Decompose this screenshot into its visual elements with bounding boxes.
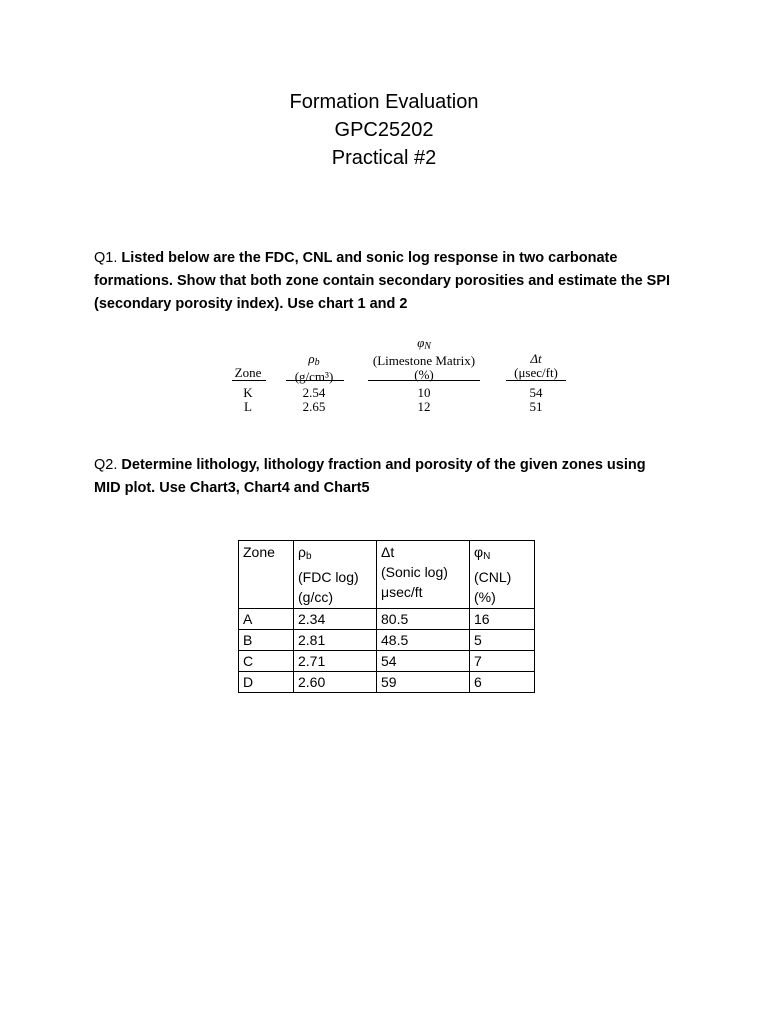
q1-rule-transit bbox=[506, 380, 566, 381]
q1-cell-dt-k: 54 bbox=[529, 385, 543, 400]
question-2-text: Determine lithology, lithology fraction and porosity of the given zones using MID plot. Use Chart3, Chart4 and Chart5 bbox=[94, 457, 646, 496]
q1-cell-zone-l: L bbox=[244, 399, 252, 414]
q1-cell-rho-k: 2.54 bbox=[302, 385, 326, 400]
practical-number: Practical #2 bbox=[331, 147, 437, 169]
table-row bbox=[239, 609, 535, 630]
q2-cell-phi: 6 bbox=[470, 672, 535, 693]
question-2-label: Q2. bbox=[94, 457, 118, 473]
q2-header-neutron-porosity: $\varphi_N$ (CNL) (%) bbox=[470, 541, 535, 609]
q2-cell-zone: A bbox=[239, 609, 294, 630]
q1-cell-zone-k: K bbox=[243, 385, 253, 400]
q1-cell-phi-k: 10 bbox=[417, 385, 431, 400]
q1-header-zone: Zone bbox=[234, 365, 262, 380]
q2-cell-zone: C bbox=[239, 651, 294, 672]
q2-header-row bbox=[239, 541, 535, 609]
course-title: Formation Evaluation bbox=[289, 91, 479, 113]
q1-rule-porosity bbox=[368, 380, 480, 381]
document-title bbox=[0, 88, 768, 172]
q2-cell-dt: 48.5 bbox=[377, 630, 470, 651]
q1-rule-zone bbox=[232, 380, 266, 381]
q2-cell-rho: 2.60 bbox=[294, 672, 377, 693]
table-row bbox=[239, 651, 535, 672]
q2-zone-data-table bbox=[238, 540, 535, 693]
question-1 bbox=[94, 247, 674, 316]
q2-cell-phi: 5 bbox=[470, 630, 535, 651]
q2-header-zone: Zone bbox=[239, 541, 294, 609]
q2-cell-phi: 7 bbox=[470, 651, 535, 672]
q1-cell-rho-l: 2.65 bbox=[302, 399, 326, 414]
question-2 bbox=[94, 454, 674, 500]
q2-cell-rho: 2.71 bbox=[294, 651, 377, 672]
q1-header-density: $\rho_b$ (g/cm³) bbox=[294, 351, 334, 384]
q2-cell-zone: D bbox=[239, 672, 294, 693]
q2-cell-rho: 2.34 bbox=[294, 609, 377, 630]
table-row bbox=[239, 672, 535, 693]
question-1-label: Q1. bbox=[94, 250, 118, 266]
q2-header-transit-time: Δt (Sonic log) μsec/ft bbox=[377, 541, 470, 609]
question-1-text: Listed below are the FDC, CNL and sonic log response in two carbonate formations. Show that both zone contain secondary porosities and estimate the SPI (secondary porosity index). Use chart 1 and 2 bbox=[94, 250, 671, 312]
q2-cell-dt: 54 bbox=[377, 651, 470, 672]
q2-cell-phi: 16 bbox=[470, 609, 535, 630]
course-code: GPC25202 bbox=[334, 119, 434, 141]
q1-cell-dt-l: 51 bbox=[529, 399, 543, 414]
q1-rule-density bbox=[286, 380, 344, 381]
q1-header-interval-transit-time: Δt (μsec/ft) bbox=[514, 351, 558, 380]
q1-cell-phi-l: 12 bbox=[417, 399, 431, 414]
q2-cell-dt: 80.5 bbox=[377, 609, 470, 630]
q2-cell-rho: 2.81 bbox=[294, 630, 377, 651]
q2-cell-zone: B bbox=[239, 630, 294, 651]
q2-cell-dt: 59 bbox=[377, 672, 470, 693]
q1-header-neutron-porosity: $\varphi_N$ (Limestone Matrix) (%) bbox=[372, 335, 476, 382]
q2-header-density: $\rho_b$ (FDC log) (g/cc) bbox=[294, 541, 377, 609]
table-row bbox=[239, 630, 535, 651]
